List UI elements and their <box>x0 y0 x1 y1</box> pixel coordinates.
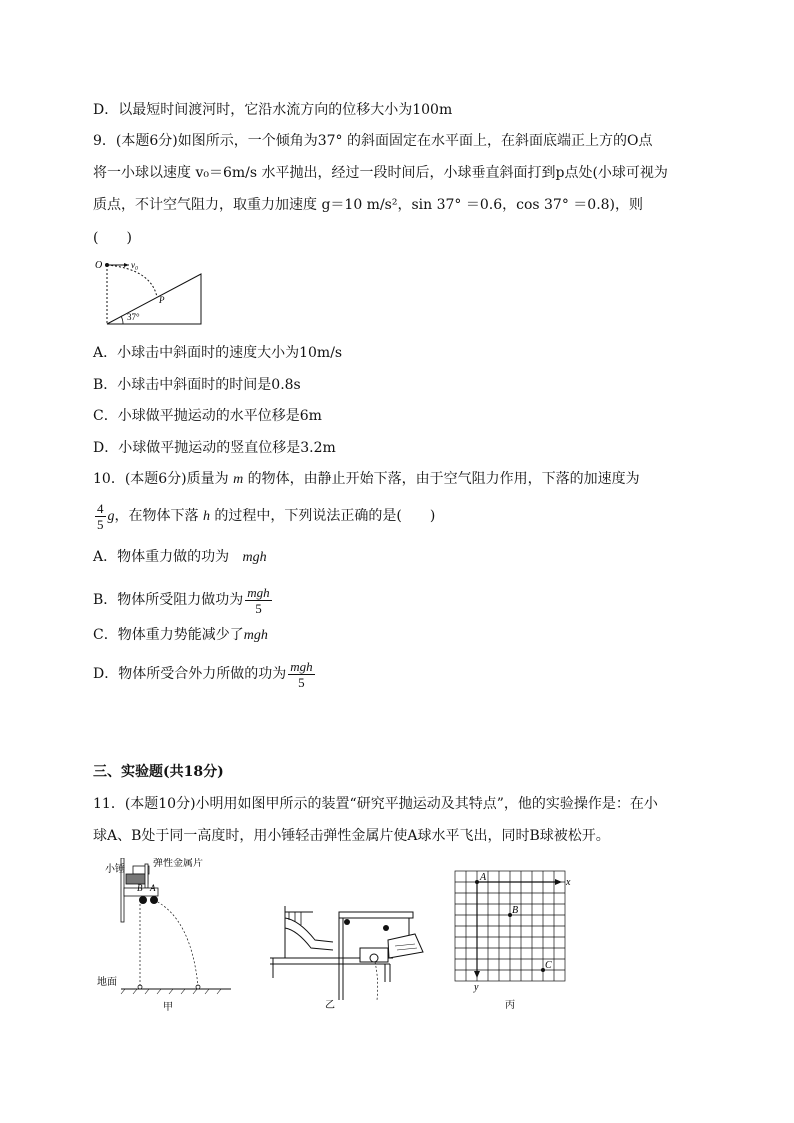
jia-label-hammer: 小锤 <box>105 864 125 875</box>
jia-label-a: A <box>150 883 156 893</box>
q10-stem-line1: 10．(本题6分)质量为 m 的物体，由静止开始下落，由于空气阻力作用，下落的加速度为 <box>93 471 640 487</box>
q9-option-a: A．小球击中斜面时的速度大小为10m/s <box>93 345 343 361</box>
jia-label-b: B <box>137 883 143 893</box>
q9-incline-figure <box>93 255 208 330</box>
q9-option-b: B．小球击中斜面时的时间是0.8s <box>93 377 301 393</box>
q10-acceleration-fraction: $\frac{4}{5}$ <box>97 500 104 532</box>
q9-answer-paren: ( ) <box>93 230 132 246</box>
q9-label-o: O <box>95 260 103 271</box>
q10-stem-line2: $\frac{4}{5}$ g，在物体下落 h 的过程中，下列说法正确的是( ) <box>97 500 436 532</box>
yi-caption: 乙 <box>325 1000 335 1011</box>
q9-label-v0: v₀ <box>131 260 139 270</box>
bing-label-b: B <box>512 905 519 916</box>
q9-label-p: P <box>159 295 165 305</box>
q11-stem-line2: 球A、B处于同一高度时，用小锤轻击弹性金属片使A球水平飞出，同时B球被松开。 <box>93 828 610 844</box>
bing-label-x: x <box>566 877 571 888</box>
q10-option-d: D．物体所受合外力所做的功为 $\frac{\text{mgh}}{5}$ <box>93 658 313 690</box>
q10-option-d-fraction: $\frac{\text{mgh}}{5}$ <box>290 658 313 690</box>
q8-option-d: D．以最短时间渡河时，它沿水流方向的位移大小为100m <box>93 102 453 118</box>
q9-label-angle: 37° <box>127 312 140 322</box>
q10-option-b-fraction: $\frac{\text{mgh}}{5}$ <box>247 584 270 616</box>
jia-caption: 甲 <box>163 1002 173 1013</box>
q9-stem-line3: 质点，不计空气阻力，取重力加速度 g＝10 m/s²，sin 37° ＝0.6，cos 37° ＝0.8)，则 <box>93 197 644 213</box>
q11-figure-bing <box>450 868 580 1013</box>
q10-option-a: A．物体重力做的功为 mgh <box>93 549 267 565</box>
jia-label-ground: 地面 <box>97 977 117 988</box>
q9-stem-line1: 9．(本题6分)如图所示，一个倾角为37° 的斜面固定在水平面上，在斜面底端正上方的O点 <box>93 133 653 149</box>
bing-label-y: y <box>474 982 479 993</box>
q9-stem-line2: 将一小球以速度 v₀＝6m/s 水平抛出，经过一段时间后，小球垂直斜面打到p点处(小球可视为 <box>93 165 668 181</box>
bing-label-a: A <box>480 872 487 883</box>
bing-caption: 丙 <box>505 1000 515 1011</box>
q11-figure-jia <box>93 858 238 1013</box>
q11-stem-line1: 11．(本题10分)小明用如图甲所示的装置“研究平抛运动及其特点”，他的实验操作是：在小 <box>93 796 658 812</box>
q10-option-b: B．物体所受阻力做功为 $\frac{\text{mgh}}{5}$ <box>93 584 270 616</box>
q9-option-c: C．小球做平抛运动的水平位移是6m <box>93 408 322 424</box>
bing-label-c: C <box>545 960 552 971</box>
section-3-title: 三、实验题(共18分) <box>93 764 224 780</box>
jia-label-plate: 弹性金属片 <box>153 858 203 869</box>
q10-mass-symbol: m <box>233 472 244 487</box>
q10-option-c: C．物体重力势能减少了mgh <box>93 627 268 643</box>
q11-figure-yi <box>265 900 425 1012</box>
q9-option-d: D．小球做平抛运动的竖直位移是3.2m <box>93 440 336 456</box>
